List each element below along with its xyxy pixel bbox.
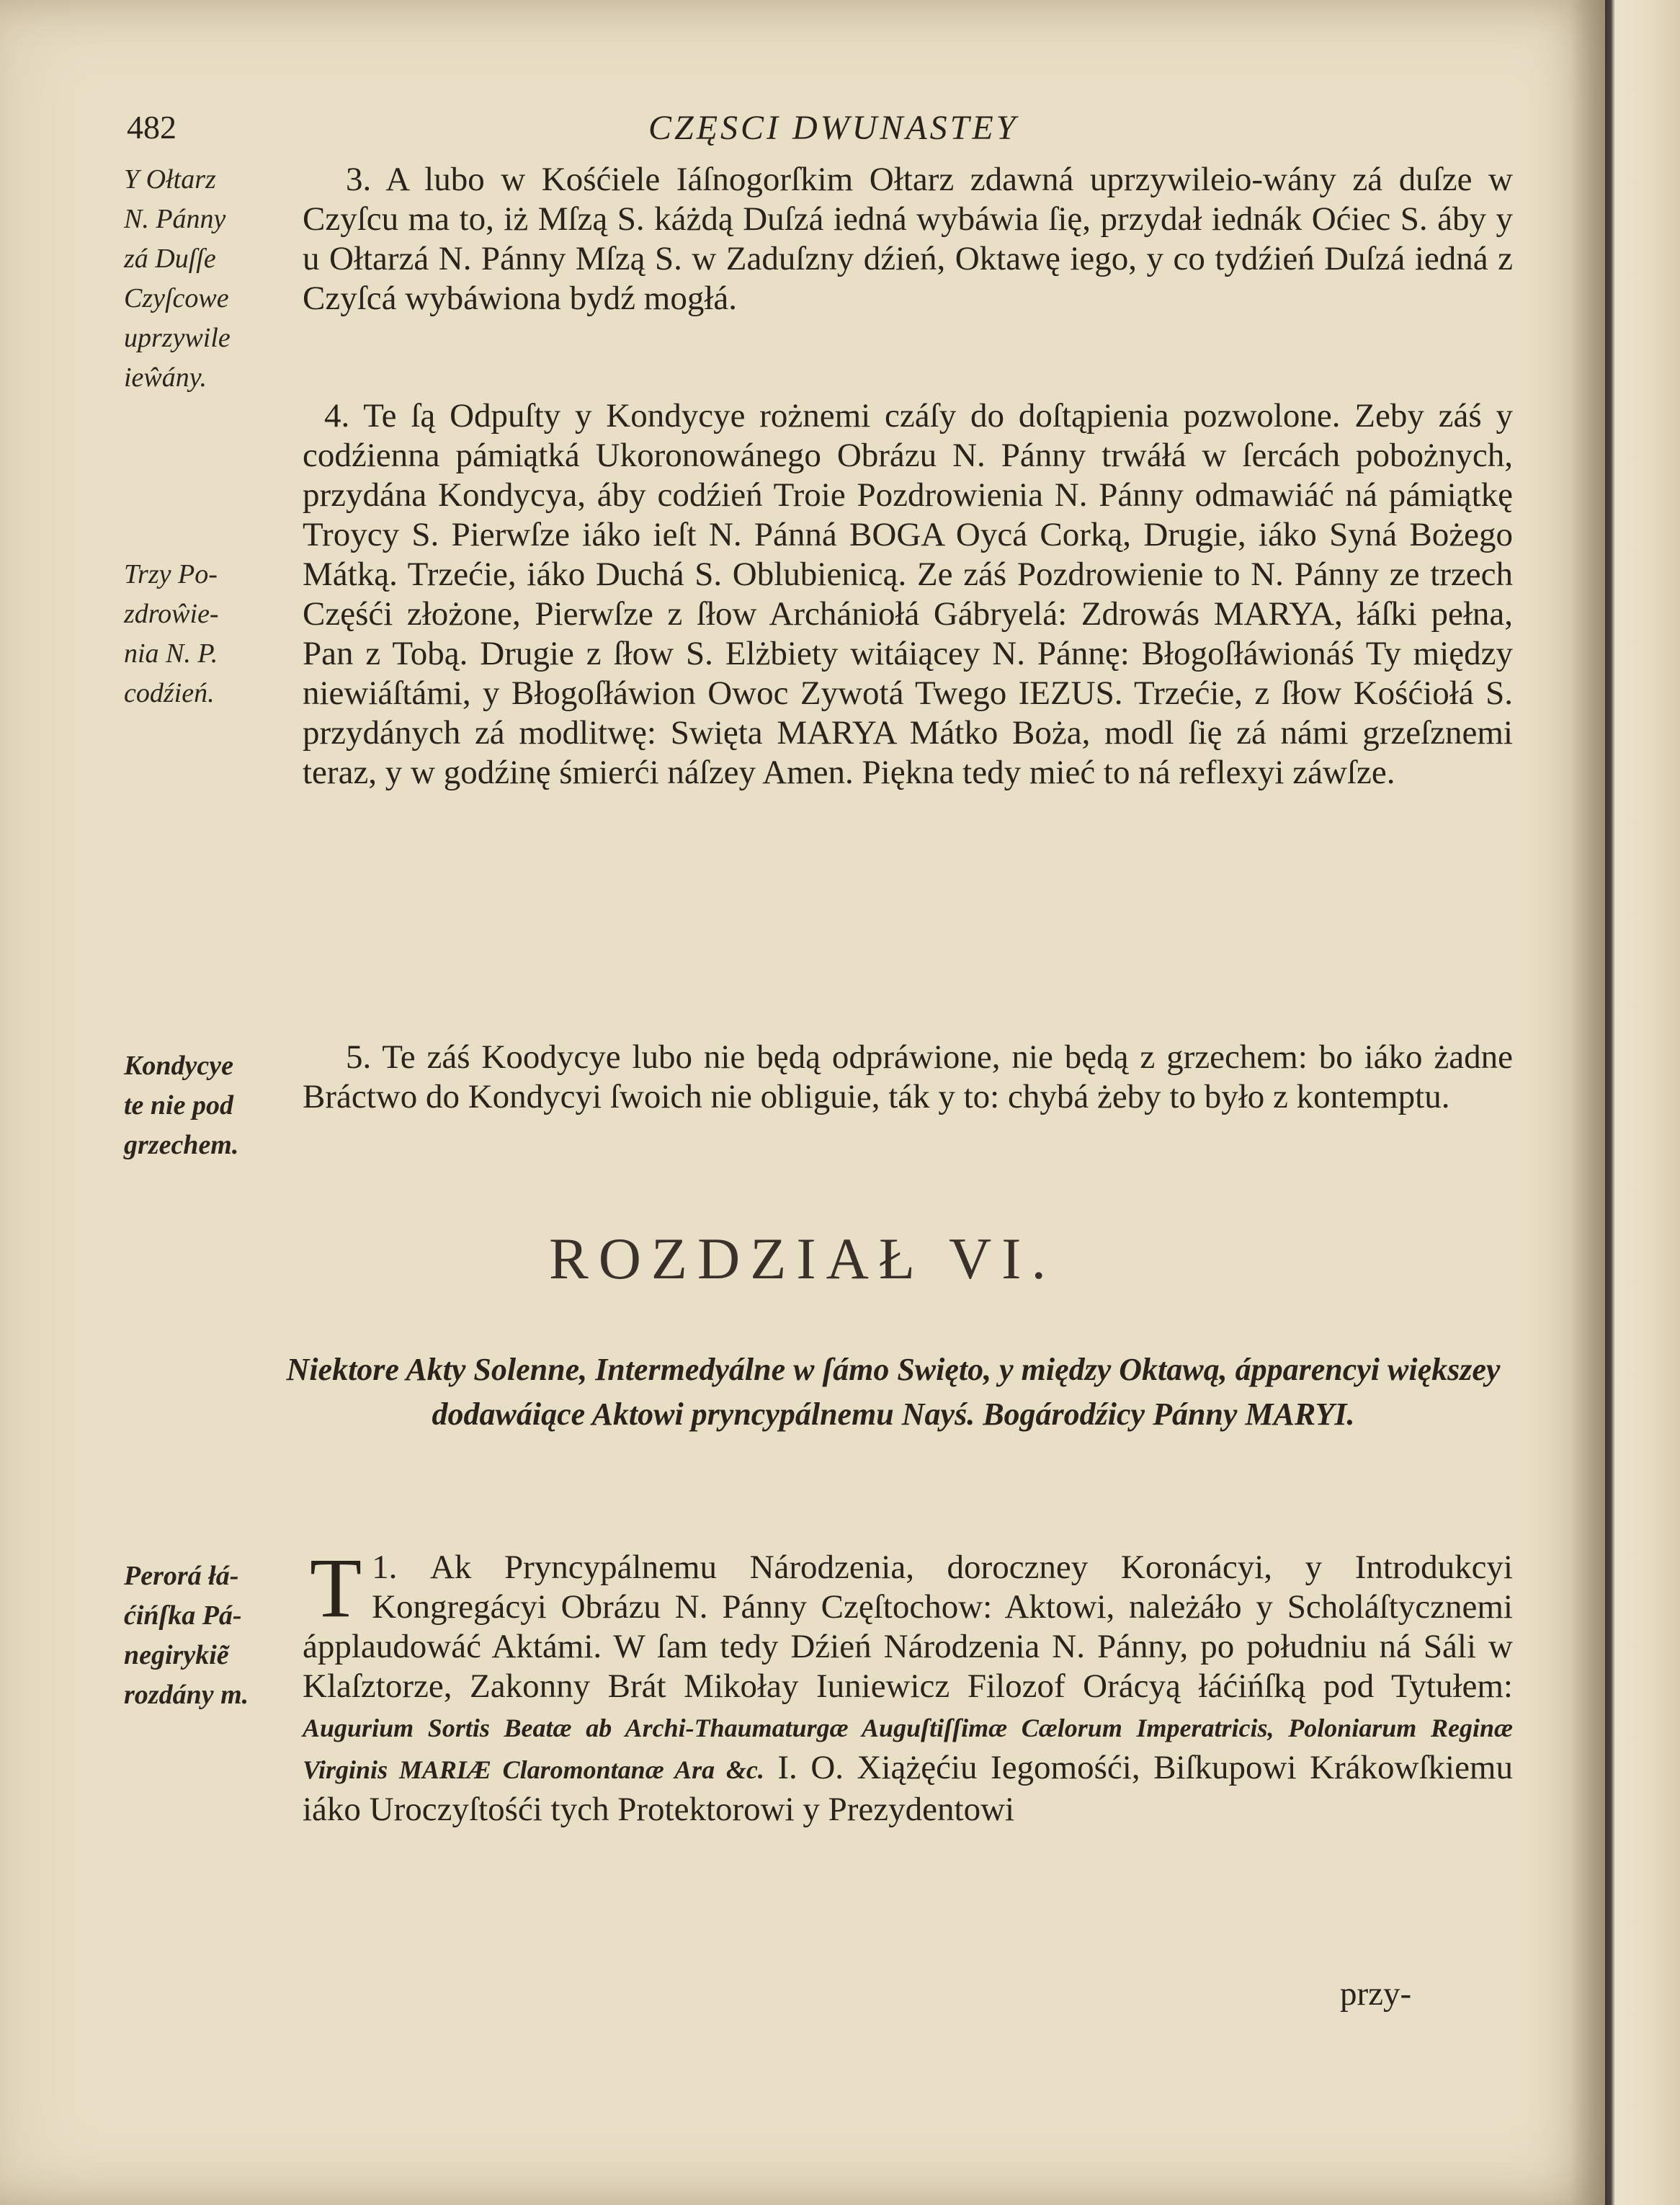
margin-note-three-greetings: Trzy Po- zdroŵie- nia N. P. codźień.: [124, 559, 219, 708]
latin-title: Augurium Sortis Beatæ ab Archi-Thaumaturgæ Auguſtiſſimæ Cælorum Imperatricis, Poloniarum Reginæ Virginis MARIÆ Claromontanæ Ara &c.: [303, 1714, 1513, 1784]
chapter-subtitle: Niektore Akty Solenne, Intermedyálne w ſámo Swięto, y między Oktawą, ápparencyi większey dodawáiące Aktowi pryncypálnemu Nayś. Bogárodźicy Pánny MARYI.: [286, 1352, 1501, 1432]
paragraph-3: 3. A lubo w Kośćiele Iáſnogorſkim Ołtarz zdawná uprzywileio-wány zá duſze w Czyſcu ma to, iż Mſzą S. káżdą Duſzá iedná wybáwia ſię, przydał iednák Oćiec S. áby y u Ołtarzá N. Pánny Mſzą S. w Zaduſzny dźień, Oktawę iego, y co tydźień Duſzá iedná z Czyſcá wybáwiona bydź mogłá.: [303, 161, 1513, 317]
drop-cap: T: [310, 1541, 362, 1635]
margin-note-latin-oration: Perorá łá- ćińſka Pá- negirykiẽ rozdány m.: [124, 1561, 249, 1710]
facing-page-edge: [1605, 0, 1680, 2205]
margin-note-altar: Y Ołtarz N. Pánny zá Duſſe Czyſcowe uprzywile ieŵány.: [124, 164, 231, 393]
margin-note-conditions: Kondycye te nie pod grzechem.: [124, 1051, 239, 1160]
paragraph-4: 4. Te ſą Odpuſty y Kondycye rożnemi czáſy do doſtąpienia pozwolone. Zeby záś y codźienna pámiątká Ukoronowánego Obrázu N. Pánny trwáłá w ſercách pobożnych, przydána Kondycya, áby codźień Troie Pozdrowienia N. Pánny odmawiáć ná pámiątkę Troycy S. Pierwſze iáko ieſt N. Pánná BOGA Oycá Corką, Drugie, iáko Syná Bożego Mátką. Trzećie, iáko Duchá S. Oblubienicą. Ze záś Pozdrowienie to N. Pánny ze trzech Częśći złożone, Pierwſze z ſłow Archániołá Gábryelá: Zdrowás MARYA, łáſki pełna, Pan z Tobą. Drugie z ſłow S. Elżbiety witáiącey N. Pánnę: Błogoſłáwionáś Ty między niewiáſtámi, y Błogoſłáwion Owoc Zywotá Twego IEZUS. Trzećie, z ſłow Kośćiołá S. przydánych zá modlitwę: Swięta MARYA Mátko Boża, modl ſię zá námi grzeſznemi teraz, y w godźinę śmierći náſzey Amen. Piękna tedy mieć to ná reflexyi záwſze.: [303, 397, 1513, 791]
page-number: 482: [127, 109, 177, 146]
section-1: [303, 1541, 1513, 1830]
section-1-text-end: I. O. Xiążęćiu Iegomośći, Biſkupowi Krákowſkiemu iáko Uroczyſtośći tych Protektorowi y Prezydentowi: [303, 1749, 1513, 1828]
running-head: CZĘSCI DWUNASTEY: [648, 109, 1019, 147]
section-number: 1.: [372, 1549, 398, 1586]
paragraph-5: 5. Te záś Koodycye lubo nie będą odpráwione, nie będą z grzechem: bo iáko żadne Bráctwo do Kondycyi ſwoich nie obliguie, ták y to: chybá żeby to było z kontemptu.: [303, 1038, 1513, 1115]
chapter-title: ROZDZIAŁ VI.: [549, 1226, 1056, 1291]
section-1-text: Ak Pryncypálnemu Národzenia, doroczney Koronácyi, y Introdukcyi Kongregácyi Obrázu N. Pánny Częſtochow: Aktowi, należáło y Scholáſtycznemi ápplaudowáć Aktámi. W ſam tedy Dźień Národzenia N. Pánny, po południu ná Sáli w Klaſztorze, Zakonny Brát Mikołay Iuniewicz Filozof Orácyą łáćińſką pod Tytułem:: [303, 1549, 1513, 1705]
catchword: przy-: [1340, 1975, 1412, 2013]
